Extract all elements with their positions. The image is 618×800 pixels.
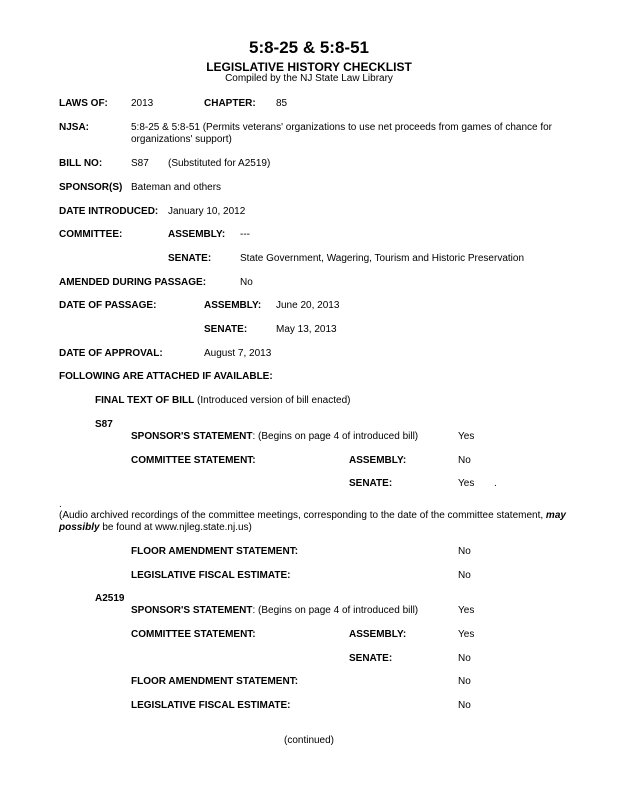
- audio-note: [59, 510, 604, 534]
- passage-assembly-label: ASSEMBLY:: [204, 300, 262, 311]
- audio-note-emphasis: may possibly: [59, 510, 566, 533]
- final-text-note: (Introduced version of bill enacted): [197, 395, 351, 406]
- bill-no-label: BILL NO:: [59, 158, 103, 169]
- approval-value: August 7, 2013: [204, 348, 272, 359]
- s87-committee-assembly-label: ASSEMBLY:: [349, 455, 407, 466]
- s87-committee-senate-value: Yes: [458, 478, 475, 489]
- s87-committee-trailing-dot: .: [494, 478, 497, 489]
- chapter-value: 85: [276, 98, 288, 109]
- final-text-label: FINAL TEXT OF BILL: [95, 395, 195, 406]
- a2519-fiscal-estimate-value: No: [458, 700, 471, 711]
- a2519-fiscal-estimate-label: LEGISLATIVE FISCAL ESTIMATE:: [131, 700, 291, 711]
- laws-of-label: LAWS OF:: [59, 98, 108, 109]
- s87-sponsor-statement: [131, 431, 418, 443]
- a2519-sponsor-statement: [131, 605, 418, 617]
- passage-senate-label: SENATE:: [204, 324, 248, 335]
- s87-committee-assembly-value: No: [458, 455, 471, 466]
- passage-senate-value: May 13, 2013: [276, 324, 337, 335]
- chapter-label: CHAPTER:: [204, 98, 256, 109]
- s87-floor-amendment-label: FLOOR AMENDMENT STATEMENT:: [131, 546, 299, 557]
- approval-label: DATE OF APPROVAL:: [59, 348, 163, 359]
- amended-label: AMENDED DURING PASSAGE:: [59, 277, 207, 288]
- audio-note-text-after: be found at www.njleg.state.nj.us): [99, 522, 252, 533]
- passage-label: DATE OF PASSAGE:: [59, 300, 157, 311]
- passage-assembly-value: June 20, 2013: [276, 300, 340, 311]
- s87-committee-statement-label: COMMITTEE STATEMENT:: [131, 455, 256, 466]
- committee-assembly-label: ASSEMBLY:: [168, 229, 226, 240]
- audio-note-text-before: (Audio archived recordings of the committee meetings, corresponding to the date of the committee statement,: [59, 510, 546, 521]
- final-text: [95, 395, 350, 407]
- a2519-committee-assembly-label: ASSEMBLY:: [349, 629, 407, 640]
- compiled-by: Compiled by the NJ State Law Library: [225, 73, 393, 84]
- s87-floor-amendment-value: No: [458, 546, 471, 557]
- committee-senate-value: State Government, Wagering, Tourism and Historic Preservation: [240, 253, 525, 264]
- s87-sponsor-statement-note: : (Begins on page 4 of introduced bill): [252, 431, 419, 442]
- laws-of-value: 2013: [131, 98, 154, 109]
- a2519-floor-amendment-value: No: [458, 676, 471, 687]
- bill-no-value: S87: [131, 158, 149, 169]
- s87-fiscal-estimate-label: LEGISLATIVE FISCAL ESTIMATE:: [131, 570, 291, 581]
- s87-sponsor-statement-label: SPONSOR'S STATEMENT: [131, 431, 253, 442]
- page-title: 5:8-25 & 5:8-51: [248, 38, 369, 57]
- a2519-bill-label: A2519: [95, 593, 125, 604]
- s87-bill-label: S87: [95, 419, 113, 430]
- sponsors-label: SPONSOR(S): [59, 182, 123, 193]
- sponsors-value: Bateman and others: [131, 182, 222, 193]
- bill-no-note: (Substituted for A2519): [168, 158, 271, 169]
- njsa-label: NJSA:: [59, 122, 90, 133]
- committee-senate-label: SENATE:: [168, 253, 212, 264]
- a2519-floor-amendment-label: FLOOR AMENDMENT STATEMENT:: [131, 676, 299, 687]
- audio-note-dot: .: [59, 499, 62, 510]
- njsa-value: 5:8-25 & 5:8-51 (Permits veterans' organizations to use net proceeds from games of chance for organizations' support): [131, 122, 553, 145]
- a2519-committee-senate-label: SENATE:: [349, 653, 393, 664]
- a2519-sponsor-statement-label: SPONSOR'S STATEMENT: [131, 605, 253, 616]
- attached-heading: FOLLOWING ARE ATTACHED IF AVAILABLE:: [59, 371, 273, 382]
- page-subtitle: LEGISLATIVE HISTORY CHECKLIST: [206, 60, 412, 74]
- s87-fiscal-estimate-value: No: [458, 570, 471, 581]
- s87-committee-senate-label: SENATE:: [349, 478, 393, 489]
- a2519-sponsor-statement-value: Yes: [458, 605, 475, 616]
- committee-assembly-value: ---: [240, 229, 250, 240]
- continued-note: (continued): [283, 735, 335, 746]
- s87-sponsor-statement-value: Yes: [458, 431, 475, 442]
- a2519-committee-senate-value: No: [458, 653, 471, 664]
- a2519-committee-assembly-value: Yes: [458, 629, 475, 640]
- date-introduced-label: DATE INTRODUCED:: [59, 206, 159, 217]
- committee-label: COMMITTEE:: [59, 229, 123, 240]
- date-introduced-value: January 10, 2012: [168, 206, 246, 217]
- a2519-sponsor-statement-note: : (Begins on page 4 of introduced bill): [252, 605, 419, 616]
- amended-value: No: [240, 277, 253, 288]
- a2519-committee-statement-label: COMMITTEE STATEMENT:: [131, 629, 256, 640]
